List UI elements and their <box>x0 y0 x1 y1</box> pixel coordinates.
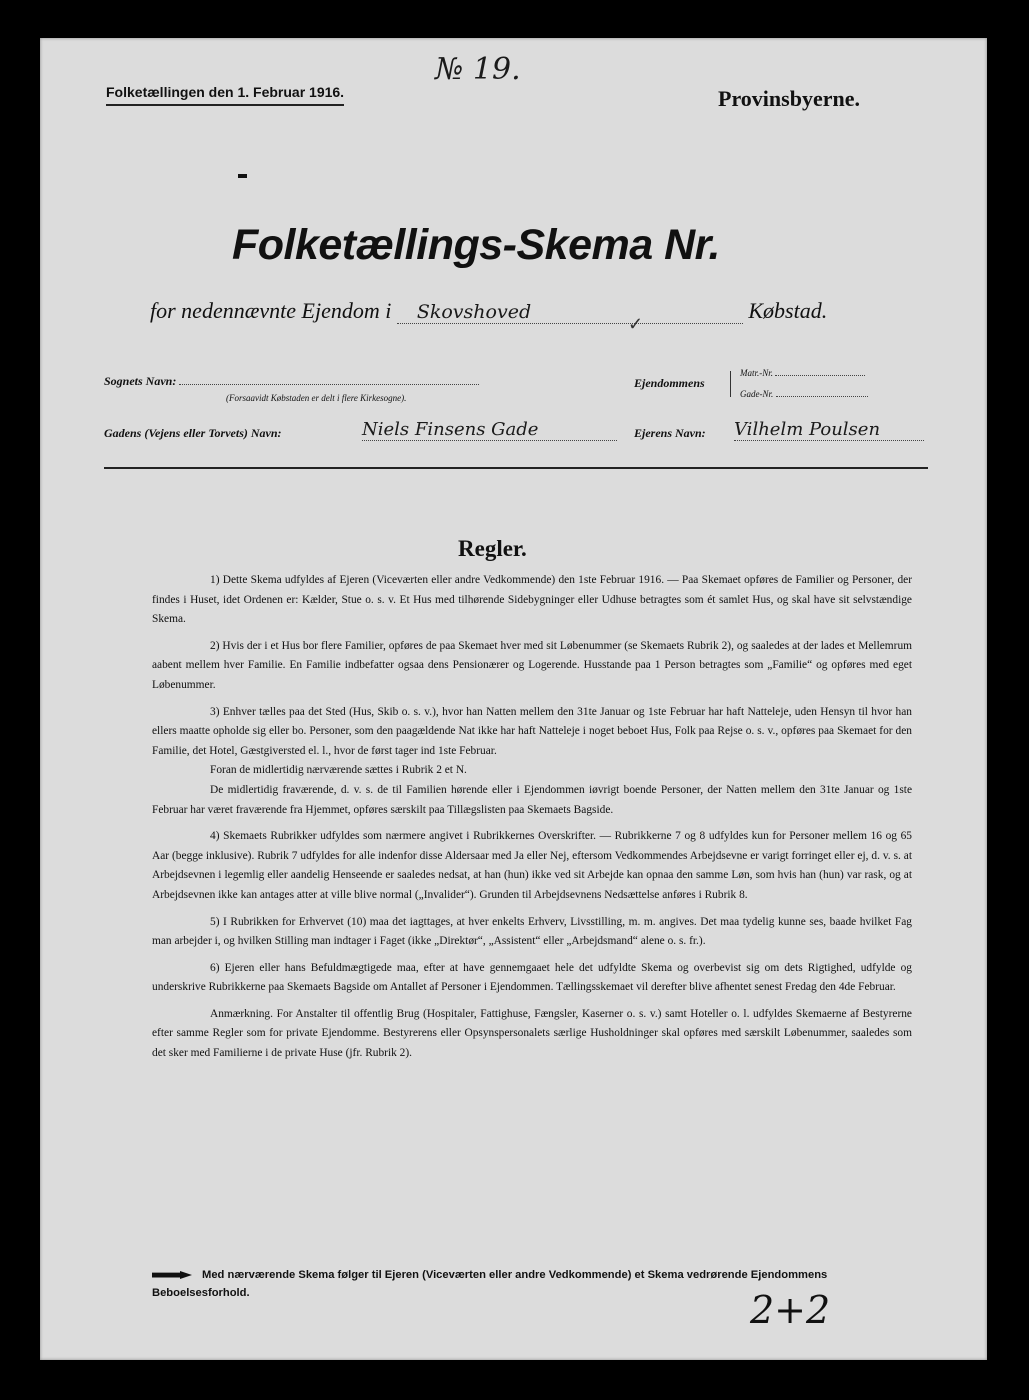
dash-mark <box>238 174 247 178</box>
sogn-note: (Forsaavidt Købstaden er delt i flere Kirkesogne). <box>226 393 407 403</box>
rule-3-temporary-absent: De midlertidig fraværende, d. v. s. de til Familien hørende eller i Ejendommen iøvrigt boende Personer, der Natten mellem den 31te Januar og 1ste Februar har været fraværende fra Hjemmet, opføres særskilt paa Tillægslisten paa Skemaets Bagside. <box>152 783 912 816</box>
property-prefix: for nedennævnte Ejendom i <box>150 298 392 323</box>
rule-4: 4) Skemaets Rubrikker udfyldes som nærmere angivet i Rubrikkernes Overskrifter. — Rubrikkerne 7 og 8 udfyldes kun for Personer mellem 16 og 65 Aar (begge inklusive). Rubrik 7 udfyldes for alle indenfor disse Aldersaar med Ja eller Nej, eftersom Vedkommendes Arbejdsevne er varigt forringet eller ej, d. v. s. at Arbejdsevnen i legemlig eller aandelig Henseende er saaledes nedsat, at han (hun) ikke ved sit Arbejde kan opnaa den samme Løn, som hvis han (hun) var rask, og at Arbejdsevnen ikke kan antages atter at ville blive normal („Invalider“). Grunden til Arbejdsevnens Nedsættelse anføres i Rubrik 8. <box>152 830 912 901</box>
sogn-label-text: Sognets Navn: <box>104 374 177 388</box>
matr-row <box>740 368 865 378</box>
census-form-page <box>40 38 987 1360</box>
bottom-note-text: Med nærværende Skema følger til Ejeren (Viceværten eller andre Vedkommende) et Skema vedrørende Ejendommens Beboelsesforhold. <box>152 1269 828 1299</box>
rule-note: Anmærkning. For Anstalter til offentlig Brug (Hospitaler, Fattighuse, Fængsler, Kaserner o. s. v.) samt Hoteller o. l. udfyldes Skemaerne af Bestyrerne efter samme Regler som for private Ejendomme. Bestyrerens eller Opsynspersonalets særlige Husholdninger skal opføres med særskilt Løbenummer, saaledes som det sker med Familierne i de private Huse (jfr. Rubrik 2). <box>152 1007 912 1060</box>
gade-navn-row <box>104 426 282 441</box>
gade-nr-field <box>776 396 868 397</box>
rules-list <box>152 571 912 1071</box>
ejendom-label: Ejendommens <box>634 376 705 390</box>
sogn-label <box>104 374 479 389</box>
property-town-line <box>150 298 827 324</box>
census-date-header <box>106 84 344 100</box>
gade-navn-label: Gadens (Vejens eller Torvets) Navn: <box>104 426 282 440</box>
gade-nr-row <box>740 389 868 399</box>
ejendom-brace <box>730 371 731 397</box>
rules-heading: Regler. <box>458 536 527 561</box>
town-handwritten: Skovshoved <box>397 301 743 324</box>
handwritten-form-number: № 19. <box>435 52 521 87</box>
matr-field <box>775 375 865 376</box>
rule-3-temporary-present: Foran de midlertidig nærværende sættes i Rubrik 2 et N. <box>210 764 467 777</box>
rule-1: 1) Dette Skema udfyldes af Ejeren (Viceværten eller andre Vedkommende) den 1ste Februar 1916. — Paa Skemaet opføres de Familier og Personer, der findes i Huset, idet Ordenen er: Kælder, Stue o. s. v. Et Hus med tilhørende Sidebygninger eller Udhuse betragtes som ét samlet Hus, og skal have sit selvstændige Skema. <box>152 574 912 626</box>
rule-2: 2) Hvis der i et Hus bor flere Familier, opføres de paa Skemaet hver med sit Løbenummer (se Skemaets Rubrik 2), og saaledes at der lades et Mellemrum aabent mellem hver Familie. En Familie indbefatter ogsaa dens Pensionærer og Logerende. Husstande paa 1 Person betragtes som „Familie“ og opføres med eget Løbenummer. <box>152 639 912 691</box>
ejer-handwritten: Vilhelm Poulsen <box>734 419 924 441</box>
rule-6: 6) Ejeren eller hans Befuldmægtigede maa, efter at have gennemgaaet hele det udfyldte Skema og overbevist sig om dets Rigtighed, udfylde og underskrive Rubrikkerne paa Skemaets Bagside om Antallet af Personer i Ejendommen. Tællingsskemaet vil derefter blive afhentet senest Fredag den 4de Februar. <box>152 961 912 994</box>
rule-3: 3) Enhver tælles paa det Sted (Hus, Skib o. s. v.), hvor han Natten mellem den 31te Januar og 1ste Februar har haft Natteleje, uden Hensyn til hvor han ellers maatte opholde sig eller bo. Personer, som den paagældende Nat ikke har haft Natteleje i noget beboet Hus, Folk paa Rejse o. s. v., opføres paa Skemaet for den Familie, det Hotel, Gæstgiversted el. l., hvor de først tager ind 1ste Februar. <box>152 705 912 757</box>
form-title: Folketællings-Skema Nr. <box>232 221 720 269</box>
pen-tick-mark: ✓ <box>628 314 644 334</box>
gade-nr-label: Gade-Nr. <box>740 389 774 399</box>
handwritten-page-number: 2+2 <box>750 1288 831 1332</box>
kobstad-label: Købstad. <box>748 298 828 323</box>
section-divider <box>104 467 928 469</box>
header-underline <box>106 104 344 106</box>
census-date-text: Folketællingen den 1. Februar 1916. <box>106 84 345 100</box>
sogn-field <box>179 384 479 385</box>
rule-5: 5) I Rubrikken for Erhvervet (10) maa det iagttages, at hver enkelts Erhverv, Livsstilling, m. m. angives. Det maa tydelig kunne ses, baade hvilket Fag man arbejder i, og hvilken Stilling man indtager i Faget (ikke „Direktør“, „Assistent“ eller „Arbejdsmand“ alene o. s. fr.). <box>152 915 912 948</box>
ejer-label: Ejerens Navn: <box>634 426 706 440</box>
pointing-hand-icon <box>152 1271 192 1279</box>
matr-label: Matr.-Nr. <box>740 368 774 378</box>
region-header: Provinsbyerne. <box>718 86 860 111</box>
gade-navn-handwritten: Niels Finsens Gade <box>362 419 617 441</box>
